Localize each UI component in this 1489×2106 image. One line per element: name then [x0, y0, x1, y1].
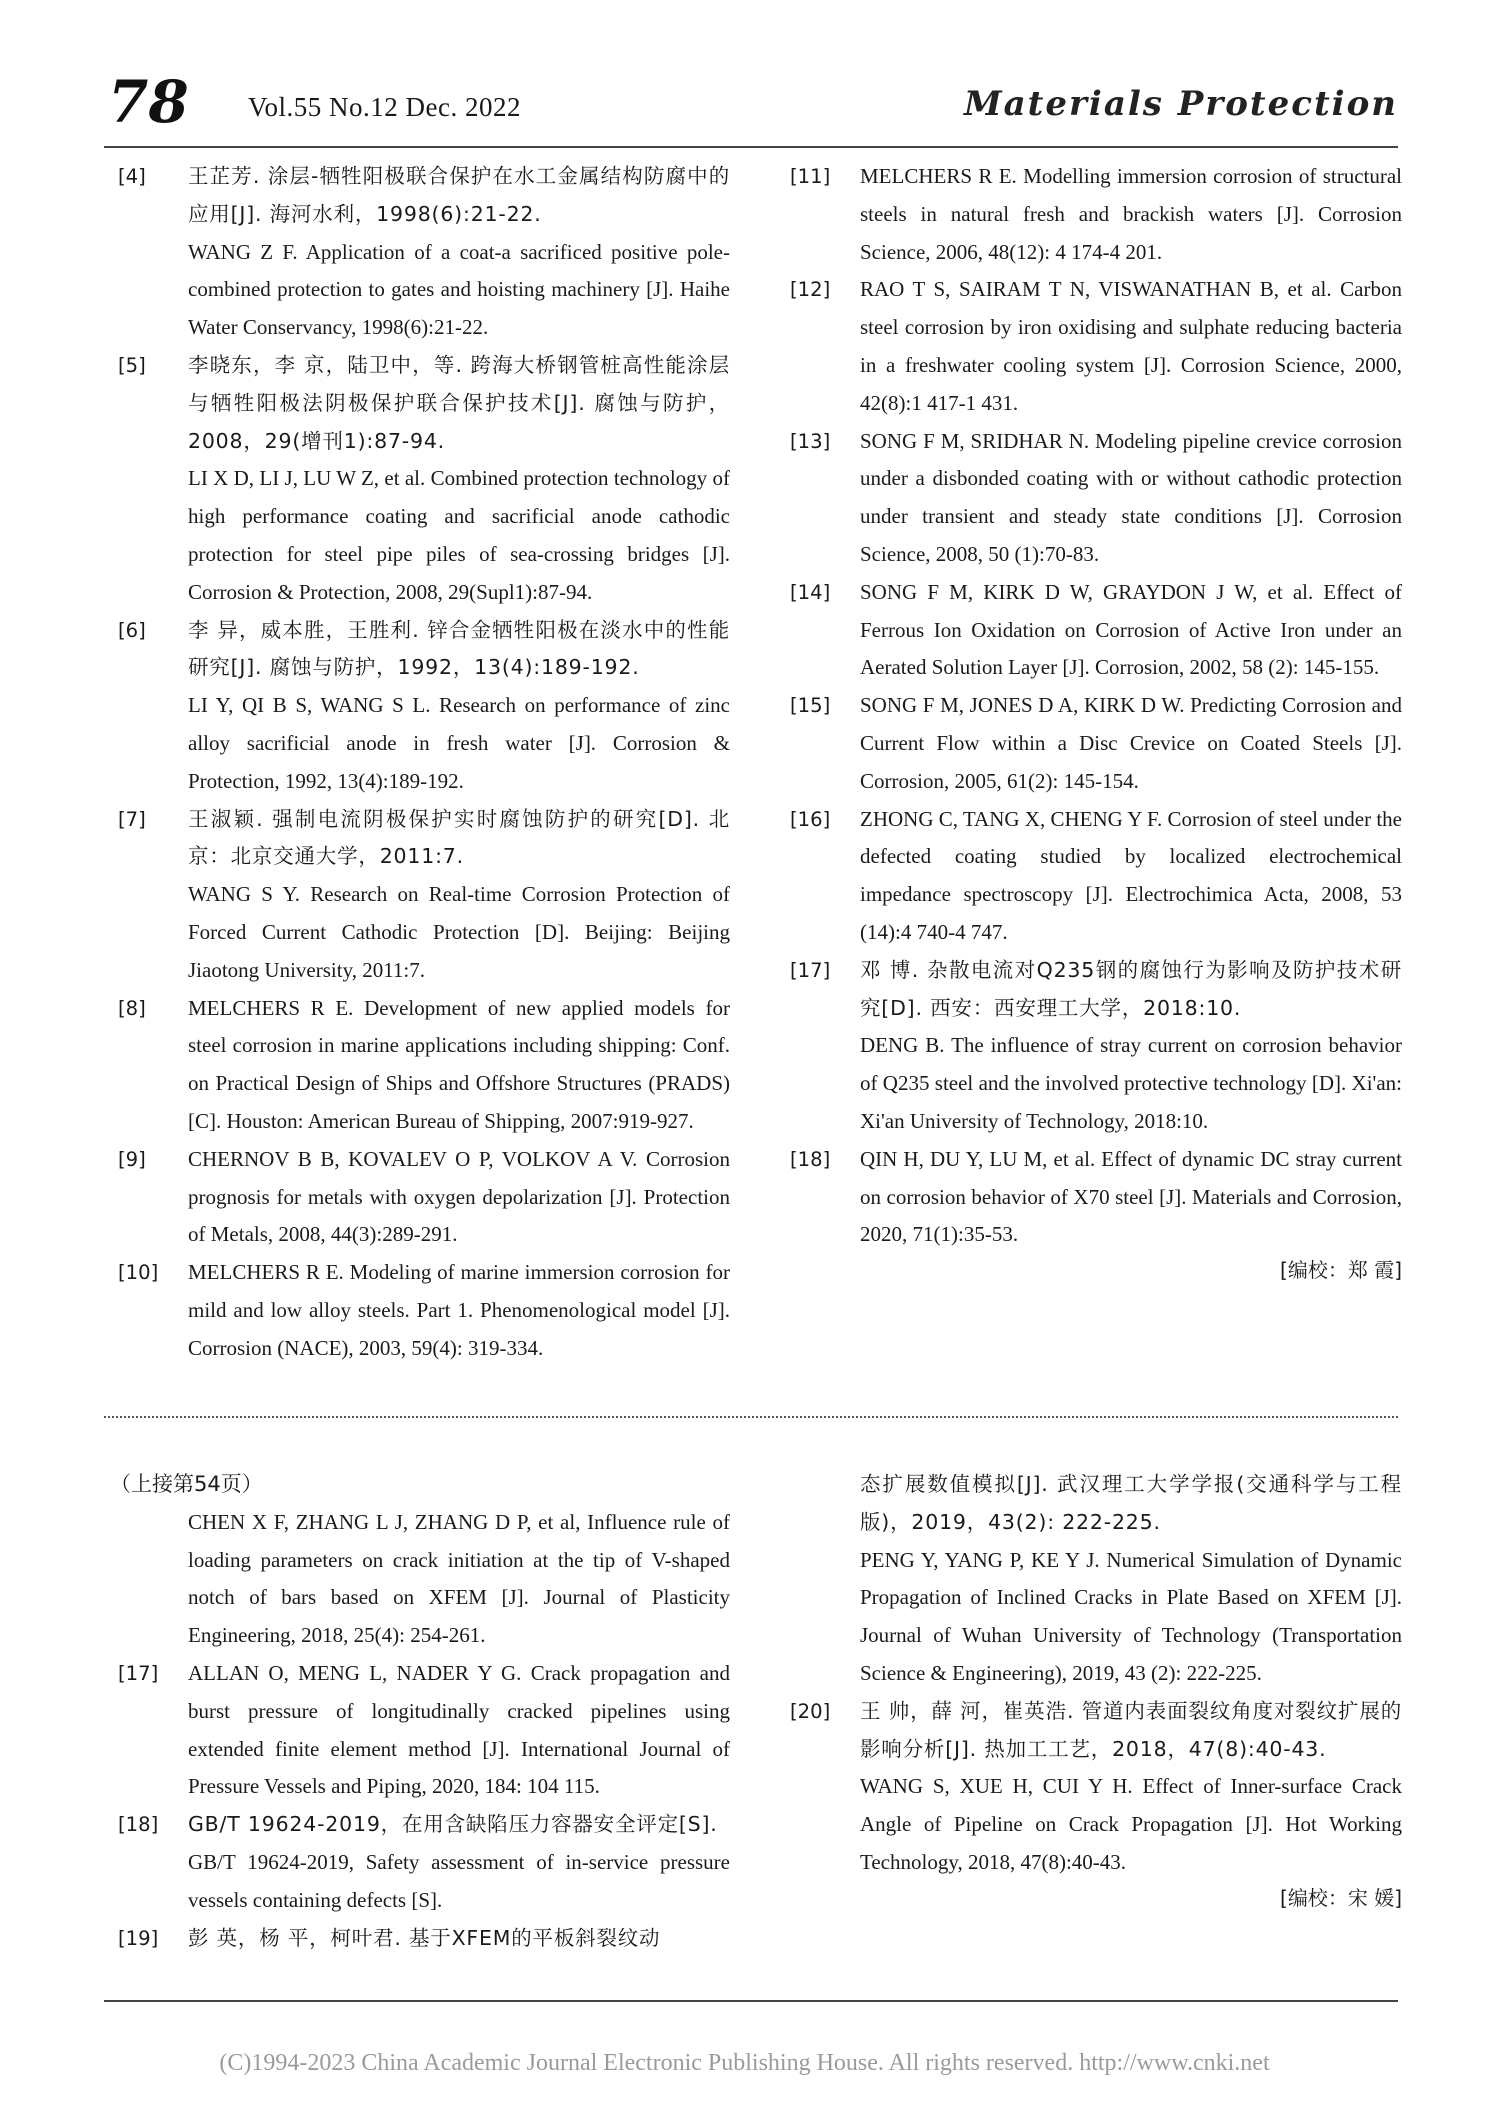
section-divider [104, 1416, 1398, 1418]
reference-entry [790, 1693, 1402, 1882]
reference-text-cn: 王芷芳. 涂层-牺牲阳极联合保护在水工金属结构防腐中的应用[J]. 海河水利，1998(6):21-22. [188, 164, 730, 226]
volume-info: Vol.55 No.12 Dec. 2022 [248, 92, 521, 122]
reference-number: [4] [118, 165, 146, 188]
reference-text-cn: 王淑颖. 强制电流阴极保护实时腐蚀防护的研究[D]. 北京：北京交通大学，2011:7. [188, 806, 730, 869]
header-rule [104, 146, 1398, 148]
reference-text-en: QIN H, DU Y, LU M, et al. Effect of dynamic DC stray current on corrosion behavior of X70 steel [J]. Materials and Corrosion, 2020, 71(1):35-53. [860, 1146, 1402, 1247]
reference-text-en: PENG Y, YANG P, KE Y J. Numerical Simulation of Dynamic Propagation of Inclined Cracks in Plate Based on XFEM [J]. Journal of Wuhan University of Technology (Transportation Science & Engineering), 2019, 43 (2): 222-225. [860, 1547, 1402, 1685]
reference-text-en: LI Y, QI B S, WANG S L. Research on performance of zinc alloy sacrificial anode in fresh water [J]. Corrosion & Protection, 1992, 13(4):189-192. [188, 693, 730, 793]
reference-text-cn: 邓 博. 杂散电流对Q235钢的腐蚀行为影响及防护技术研究[D]. 西安：西安理工大学，2018:10. [860, 957, 1402, 1020]
page-number: 78 [108, 68, 189, 136]
reference-text-cn: 李晓东，李 京，陆卫中，等. 跨海大桥钢管桩高性能涂层与牺牲阳极法阴极保护联合保护技术[J]. 腐蚀与防护，2008，29(增刊1):87-94. [188, 352, 730, 453]
reference-number: [12] [790, 278, 831, 302]
reference-number: [10] [118, 1261, 159, 1285]
footer-rule [104, 2000, 1398, 2002]
reference-text: CHEN X F, ZHANG L J, ZHANG D P, et al, Influence rule of loading parameters on crack initiation at the tip of V-shaped notch of bars based on XFEM [J]. Journal of Plasticity Engineering, 2018, 25(4): 254-261. [188, 1509, 730, 1648]
reference-entry [118, 1806, 730, 1919]
reference-continuation [790, 1466, 1402, 1693]
reference-text-en: DENG B. The influence of stray current on corrosion behavior of Q235 steel and the involved protective technology [D]. Xi'an: Xi'an University of Technology, 2018:10. [860, 1033, 1402, 1133]
reference-text-cn: 李 异，威本胜，王胜利. 锌合金牺牲阳极在淡水中的性能研究[J]. 腐蚀与防护，1992，13(4):189-192. [188, 617, 730, 680]
reference-entry [118, 1254, 730, 1367]
reference-number: [18] [790, 1147, 831, 1171]
references-bottom-left [110, 1466, 730, 1957]
references-bottom-right [790, 1466, 1402, 1911]
references-top-right [790, 158, 1402, 1283]
reference-number: [18] [118, 1813, 159, 1837]
reference-entry [790, 574, 1402, 687]
reference-text-cn: 态扩展数值模拟[J]. 武汉理工大学学报(交通科学与工程版)，2019，43(2): 222-225. [860, 1472, 1402, 1534]
reference-text-en: GB/T 19624-2019, Safety assessment of in-service pressure vessels containing defects [S]. [188, 1849, 730, 1912]
reference-text-en: MELCHERS R E. Development of new applied models for steel corrosion in marine applications including shipping: Conf. on Practical Design of Ships and Offshore Structures (PRADS) [C]. Houston: American Bureau of Shipping, 2007:919-927. [188, 995, 730, 1133]
reference-number: [16] [790, 807, 831, 831]
reference-entry [118, 158, 730, 347]
reference-text-en: WANG S, XUE H, CUI Y H. Effect of Inner-surface Crack Angle of Pipeline on Crack Propagation [J]. Hot Working Technology, 2018, 47(8):40-43. [860, 1774, 1402, 1874]
reference-number: [7] [118, 807, 146, 831]
page-header [108, 70, 1398, 140]
journal-name: Materials Protection [964, 84, 1398, 124]
references-top-left [118, 158, 730, 1368]
reference-entry [790, 952, 1402, 1141]
reference-number: [13] [790, 429, 831, 453]
reference-entry [790, 423, 1402, 574]
reference-entry [790, 271, 1402, 422]
reference-entry [790, 158, 1402, 271]
reference-continuation [118, 1504, 730, 1655]
reference-text-en: SONG F M, JONES D A, KIRK D W. Predicting Corrosion and Current Flow within a Disc Crevice on Coated Steels [J]. Corrosion, 2005, 61(2): 145-154. [860, 693, 1402, 793]
reference-entry [790, 1141, 1402, 1254]
reference-number: [11] [790, 165, 831, 188]
reference-entry [118, 1920, 730, 1958]
reference-number: [17] [790, 958, 831, 982]
reference-number: [9] [118, 1147, 146, 1171]
reference-number: [6] [118, 618, 146, 642]
reference-entry [118, 801, 730, 990]
reference-text-en: SONG F M, SRIDHAR N. Modeling pipeline crevice corrosion under a disbonded coating with or without cathodic protection under transient and steady state conditions [J]. Corrosion Science, 2008, 50 (1):70-83. [860, 428, 1402, 566]
continued-from-label: （上接第54页） [110, 1472, 263, 1496]
reference-number: [20] [790, 1699, 831, 1723]
reference-entry [118, 1655, 730, 1806]
reference-text-cn: 彭 英，杨 平，柯叶君. 基于XFEM的平板斜裂纹动 [188, 1925, 661, 1950]
reference-number: [5] [118, 353, 146, 377]
reference-text-en: WANG S Y. Research on Real-time Corrosion Protection of Forced Current Cathodic Protection [D]. Beijing: Beijing Jiaotong University, 2011:7. [188, 882, 730, 982]
reference-text-en: RAO T S, SAIRAM T N, VISWANATHAN B, et al. Carbon steel corrosion by iron oxidising and sulphate reducing bacteria in a freshwater cooling system [J]. Corrosion Science, 2000, 42(8):1 417-1 431. [860, 277, 1402, 415]
reference-text-en: MELCHERS R E. Modeling of marine immersion corrosion for mild and low alloy steels. Part 1. Phenomenological model [J]. Corrosion (NACE), 2003, 59(4): 319-334. [188, 1260, 730, 1360]
reference-entry [118, 612, 730, 801]
reference-text-en: ALLAN O, MENG L, NADER Y G. Crack propagation and burst pressure of longitudinally cracked pipelines using extended finite element method [J]. International Journal of Pressure Vessels and Piping, 2020, 184: 104 115. [188, 1660, 730, 1799]
reference-entry [790, 801, 1402, 952]
reference-entry [118, 1141, 730, 1254]
reference-text-en: CHERNOV B B, KOVALEV O P, VOLKOV A V. Corrosion prognosis for metals with oxygen depolarization [J]. Protection of Metals, 2008, 44(3):289-291. [188, 1146, 730, 1247]
reference-number: [19] [118, 1926, 159, 1950]
reference-entry [790, 687, 1402, 800]
reference-text-en: SONG F M, KIRK D W, GRAYDON J W, et al. Effect of Ferrous Ion Oxidation on Corrosion of Active Iron under an Aerated Solution Layer [J]. Corrosion, 2002, 58 (2): 145-155. [860, 579, 1402, 680]
editor-note: [编校：郑 霞] [1280, 1258, 1402, 1283]
reference-number: [17] [118, 1661, 159, 1685]
editor-note: [编校：宋 媛] [1280, 1885, 1402, 1910]
reference-text-en: WANG Z F. Application of a coat-a sacrificed positive pole-combined protection to gates and hoisting machinery [J]. Haihe Water Conservancy, 1998(6):21-22. [188, 239, 730, 340]
reference-text-en: ZHONG C, TANG X, CHENG Y F. Corrosion of steel under the defected coating studied by localized electrochemical impedance spectroscopy [J]. Electrochimica Acta, 2008, 53 (14):4 740-4 747. [860, 806, 1402, 944]
reference-number: [15] [790, 694, 831, 718]
reference-number: [14] [790, 580, 831, 604]
reference-text-cn: GB/T 19624-2019，在用含缺陷压力容器安全评定[S]. [188, 1812, 718, 1837]
reference-entry [118, 990, 730, 1141]
reference-entry [118, 347, 730, 612]
copyright-footer: (C)1994-2023 China Academic Journal Electronic Publishing House. All rights reserved. http://www.cnki.net [219, 2050, 1270, 2076]
reference-number: [8] [118, 996, 146, 1020]
reference-text-cn: 王 帅，薛 河，崔英浩. 管道内表面裂纹角度对裂纹扩展的影响分析[J]. 热加工工艺，2018，47(8):40-43. [860, 1698, 1402, 1761]
reference-text-en: LI X D, LI J, LU W Z, et al. Combined protection technology of high performance coating and sacrificial anode cathodic protection for steel pipe piles of sea-crossing bridges [J]. Corrosion & Protection, 2008, 29(Supl1):87-94. [188, 466, 730, 604]
reference-text-en: MELCHERS R E. Modelling immersion corrosion of structural steels in natural fresh and brackish waters [J]. Corrosion Science, 2006, 48(12): 4 174-4 201. [860, 164, 1402, 264]
